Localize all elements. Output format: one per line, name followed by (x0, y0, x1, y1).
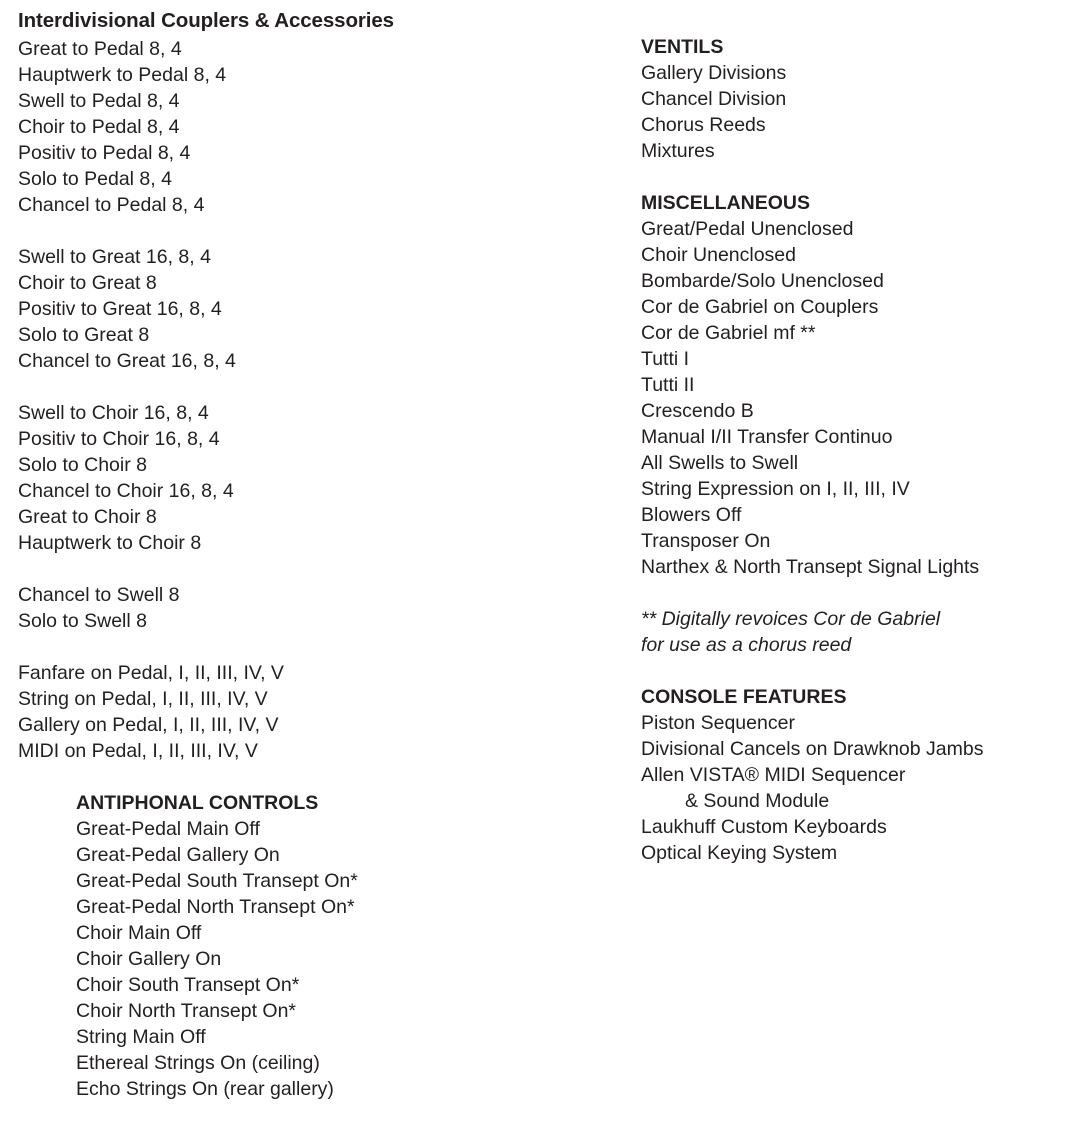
list-item: Cor de Gabriel mf ** (641, 322, 816, 344)
list-item: Piston Sequencer (641, 712, 795, 734)
list-item: Transposer On (641, 530, 771, 552)
list-item: Great to Pedal 8, 4 (18, 38, 182, 60)
footnote (641, 606, 1071, 658)
antiphonal-section (18, 790, 618, 1102)
list-item: Tutti I (641, 348, 690, 370)
list-item: Gallery Divisions (641, 62, 787, 84)
console-features-list (641, 710, 1071, 866)
list-item: Solo to Choir 8 (18, 454, 147, 476)
list-item: Positiv to Choir 16, 8, 4 (18, 428, 220, 450)
spacer (18, 764, 618, 790)
list-item: Great-Pedal Gallery On (76, 844, 280, 866)
list-item: All Swells to Swell (641, 452, 799, 474)
list-item: Great/Pedal Unenclosed (641, 218, 854, 240)
ventils-list (641, 60, 1071, 164)
page-title: Interdivisional Couplers & Accessories (18, 9, 394, 32)
list-item: MIDI on Pedal, I, II, III, IV, V (18, 740, 258, 762)
list-item: Chancel to Pedal 8, 4 (18, 194, 205, 216)
list-item: Laukhuff Custom Keyboards (641, 816, 887, 838)
list-item: Great-Pedal Main Off (76, 818, 260, 840)
list-item: Choir South Transept On* (76, 974, 300, 996)
list-item: Crescendo B (641, 400, 754, 422)
spacer (18, 556, 618, 582)
list-item: Mixtures (641, 140, 715, 162)
spacer (641, 580, 1071, 606)
spacer (18, 218, 618, 244)
list-item: Manual I/II Transfer Continuo (641, 426, 893, 448)
list-item: Positiv to Pedal 8, 4 (18, 142, 191, 164)
spacer (18, 634, 618, 660)
list-item: Choir Main Off (76, 922, 202, 944)
list-item: Choir Gallery On (76, 948, 222, 970)
list-item: String Expression on I, II, III, IV (641, 478, 910, 500)
miscellaneous-section (641, 190, 1071, 580)
footnote-line: ** Digitally revoices Cor de Gabriel (641, 608, 941, 630)
list-item: Chorus Reeds (641, 114, 766, 136)
choir-coupler-list (18, 400, 618, 556)
list-item: Ethereal Strings On (ceiling) (76, 1052, 320, 1074)
antiphonal-heading: ANTIPHONAL CONTROLS (76, 792, 319, 814)
right-column (641, 34, 1071, 866)
list-item: Swell to Great 16, 8, 4 (18, 246, 211, 268)
list-item: Great-Pedal North Transept On* (76, 896, 355, 918)
miscellaneous-heading: MISCELLANEOUS (641, 192, 811, 214)
left-column (18, 8, 618, 1102)
list-item: Choir to Great 8 (18, 272, 157, 294)
antiphonal-list (76, 816, 618, 1102)
list-item: Solo to Pedal 8, 4 (18, 168, 172, 190)
list-item: Gallery on Pedal, I, II, III, IV, V (18, 714, 279, 736)
list-item: Allen VISTA® MIDI Sequencer (641, 764, 906, 786)
list-item: Echo Strings On (rear gallery) (76, 1078, 334, 1100)
list-item: Tutti II (641, 374, 695, 396)
console-features-heading: CONSOLE FEATURES (641, 686, 847, 708)
list-item-continuation: & Sound Module (685, 790, 830, 812)
list-item: Narthex & North Transept Signal Lights (641, 556, 980, 578)
list-item: Bombarde/Solo Unenclosed (641, 270, 884, 292)
list-item: Great-Pedal South Transept On* (76, 870, 358, 892)
miscellaneous-list (641, 216, 1071, 580)
list-item: Chancel Division (641, 88, 787, 110)
list-item: Choir Unenclosed (641, 244, 797, 266)
on-coupler-list (18, 660, 618, 764)
ventils-section (641, 34, 1071, 164)
list-item: Optical Keying System (641, 842, 838, 864)
list-item: Hauptwerk to Choir 8 (18, 532, 202, 554)
list-item: Swell to Choir 16, 8, 4 (18, 402, 209, 424)
pedal-coupler-list (18, 36, 618, 218)
list-item: Swell to Pedal 8, 4 (18, 90, 180, 112)
list-item: Chancel to Great 16, 8, 4 (18, 350, 236, 372)
footnote-line: for use as a chorus reed (641, 634, 852, 656)
list-item: Choir North Transept On* (76, 1000, 297, 1022)
list-item: Chancel to Choir 16, 8, 4 (18, 480, 234, 502)
swell-coupler-list (18, 582, 618, 634)
list-item: String Main Off (76, 1026, 206, 1048)
great-coupler-list (18, 244, 618, 374)
ventils-heading: VENTILS (641, 36, 724, 58)
list-item: Chancel to Swell 8 (18, 584, 180, 606)
list-item: Cor de Gabriel on Couplers (641, 296, 879, 318)
list-item: String on Pedal, I, II, III, IV, V (18, 688, 268, 710)
spacer (641, 164, 1071, 190)
list-item: Choir to Pedal 8, 4 (18, 116, 180, 138)
spacer (641, 658, 1071, 684)
spacer (18, 374, 618, 400)
list-item: Blowers Off (641, 504, 742, 526)
list-item: Hauptwerk to Pedal 8, 4 (18, 64, 227, 86)
console-features-section (641, 684, 1071, 866)
list-item: Divisional Cancels on Drawknob Jambs (641, 738, 984, 760)
list-item: Solo to Swell 8 (18, 610, 147, 632)
list-item: Solo to Great 8 (18, 324, 150, 346)
list-item: Great to Choir 8 (18, 506, 157, 528)
list-item: Positiv to Great 16, 8, 4 (18, 298, 222, 320)
list-item: Fanfare on Pedal, I, II, III, IV, V (18, 662, 284, 684)
